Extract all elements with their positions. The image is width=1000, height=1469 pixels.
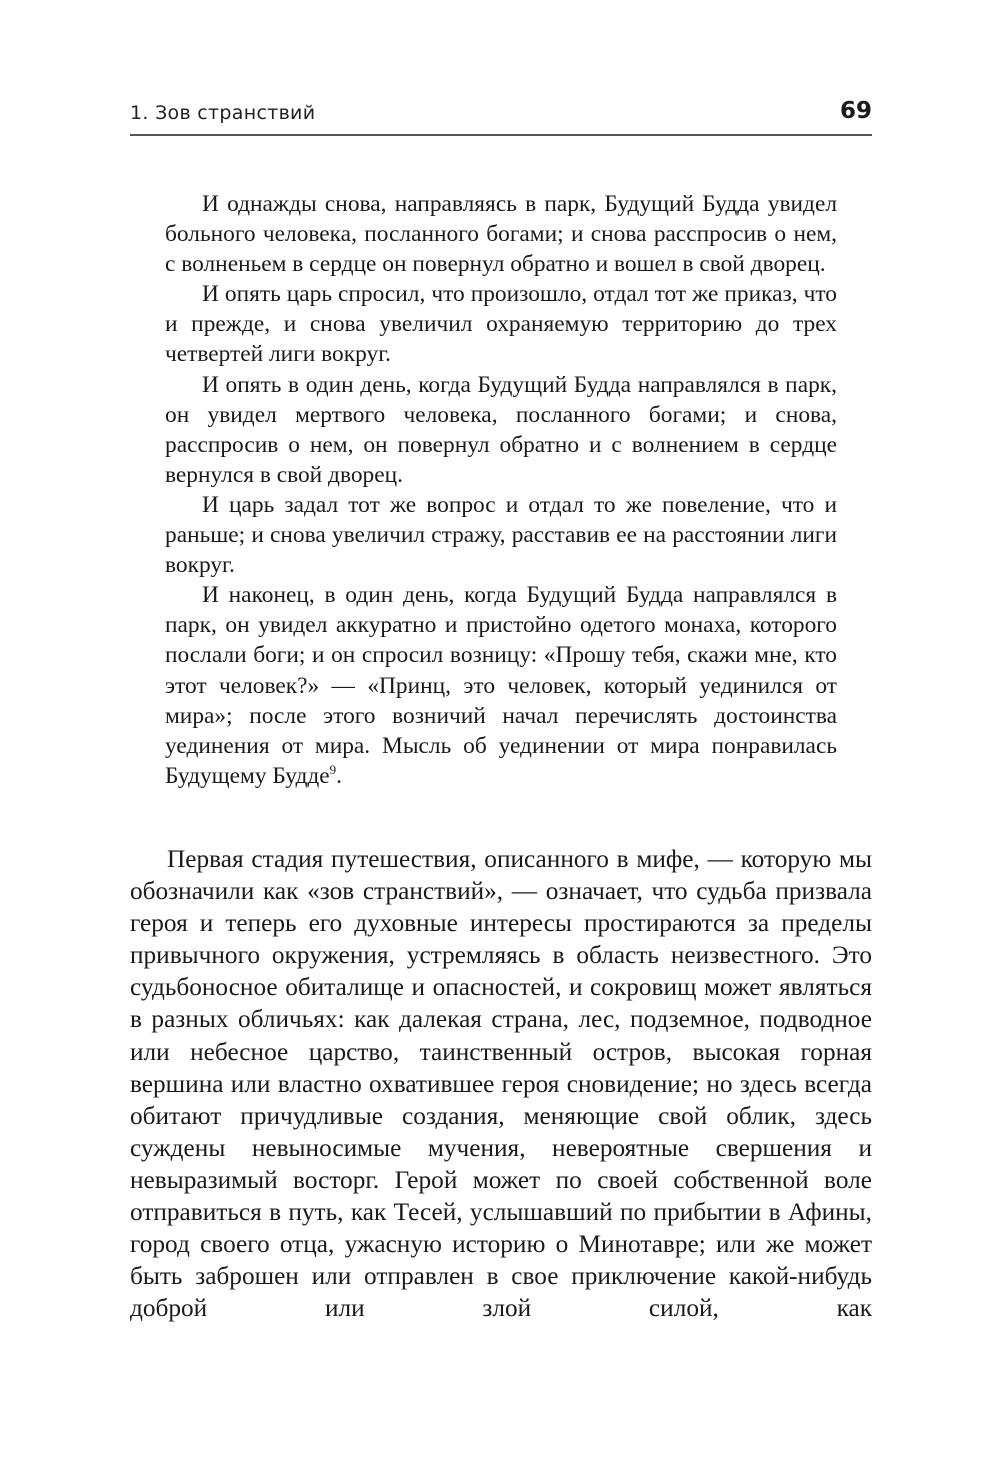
quotation-block [165,189,837,791]
main-body-text [130,843,872,1324]
quote-paragraph: И опять царь спросил, что произошло, отдал тот же приказ, что и прежде, и снова увеличил охраняемую территорию до трех четвертей лиги вокруг. [165,281,837,368]
footnote-marker[interactable]: 9 [329,761,337,777]
quote-paragraph [165,580,837,791]
body-paragraph: Первая стадия путешествия, описанного в мифе, — которую мы обозначили как «зов странствий», — означает, что судьба призвала героя и теперь его духовные интересы простираются за пределы привычного окружения, устремляясь в область неизвестного. Это судьбоносное обиталище и опасностей, и сокровищ может являться в разных обличьях: как далекая страна, лес, подземное, подводное или небесное царство, таинственный остров, высокая горная вершина или властно охватившее героя сновидение; но здесь всегда обитают причудливые создания, меняющие свой облик, здесь суждены невыносимые мучения, невероятные свершения и невыразимый восторг. Герой может по своей собственной воле отправиться в путь, как Тесей, услышавший по прибытии в Афины, город своего отца, ужасную историю о Минотавре; или же может быть заброшен или отправлен в свое приключение какой-нибудь доброй или злой силой, как [130,845,872,1323]
quote-paragraph: И однажды снова, направляясь в парк, Будущий Будда увидел больного человека, посланного богами; и снова расспросив о нем, с волненьем в сердце он повернул обратно и вошел в свой дворец. [165,191,837,278]
quote-paragraph: И опять в один день, когда Будущий Будда направлялся в парк, он увидел мертвого человека, посланного богами; и снова, расспросив о нем, он повернул обратно и с волнением в сердце вернулся в свой дворец. [165,371,837,488]
page-number: 69 [839,98,872,124]
quote-paragraph-text: И наконец, в один день, когда Будущий Будда направлялся в парк, он увидел аккуратно и пристойно одетого монаха, которого послали боги; и он спросил возницу: «Прошу тебя, скажи мне, кто этот человек?» — «Принц, это человек, который уединился от мира»; после этого возничий начал перечислять достоинства уединения от мира. Мысль об уединении от мира понравилась Будущему Будде [165,582,837,789]
quote-paragraph: И царь задал тот же вопрос и отдал то же повеление, что и раньше; и снова увеличил стражу, расставив ее на расстоянии лиги вокруг. [165,491,837,579]
running-head: 1. Зов странствий [130,102,316,124]
page-header [130,98,872,136]
quote-paragraph-end: . [336,762,343,789]
